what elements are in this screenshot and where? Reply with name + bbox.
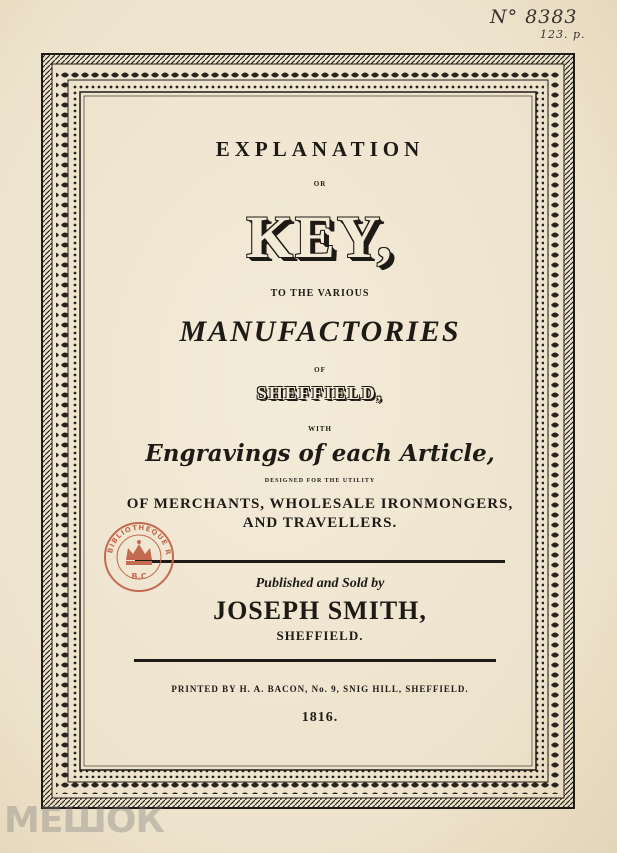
- stamp-seal: [102, 520, 176, 594]
- audience-line-1: OF MERCHANTS, WHOLESALE IRONMONGERS,: [126, 496, 514, 512]
- publication-year: 1816.: [301, 710, 339, 725]
- heading-key: KEY,: [246, 204, 394, 270]
- publisher-name: JOSEPH SMITH,: [213, 596, 427, 625]
- heading-explanation: EXPLANATION: [215, 137, 425, 161]
- connector-or: OR: [313, 180, 327, 188]
- divider-rule-bottom: [134, 659, 496, 662]
- heading-engravings: Engravings of each Article,: [145, 440, 495, 467]
- site-watermark: МЕШОК: [4, 800, 164, 841]
- printer-line: PRINTED BY H. A. BACON, No. 9, SNIG HILL, SHEFFIELD.: [171, 684, 469, 694]
- heading-sheffield: SHEFFIELD,: [256, 383, 384, 403]
- page-count-note: 123. p.: [540, 28, 586, 41]
- audience-line-2: AND TRAVELLERS.: [242, 515, 398, 531]
- heading-manufactories: MANUFACTORIES: [179, 315, 461, 348]
- crown-icon: [126, 540, 152, 565]
- connector-designed: DESIGNED FOR THE UTILITY: [264, 478, 376, 484]
- stamp-text: BIBLIOTHEQUE R: [106, 523, 173, 557]
- library-stamp: [102, 520, 176, 594]
- stamp-initials: B.C: [131, 572, 147, 581]
- inventory-number: N° 8383: [490, 6, 578, 28]
- connector-of: OF: [314, 366, 326, 374]
- divider-rule-top: [135, 560, 505, 563]
- published-by: Published and Sold by: [255, 576, 385, 591]
- connector-with: WITH: [308, 425, 332, 433]
- connector-to-the-various: TO THE VARIOUS: [270, 288, 370, 299]
- publisher-place: SHEFFIELD.: [276, 628, 364, 643]
